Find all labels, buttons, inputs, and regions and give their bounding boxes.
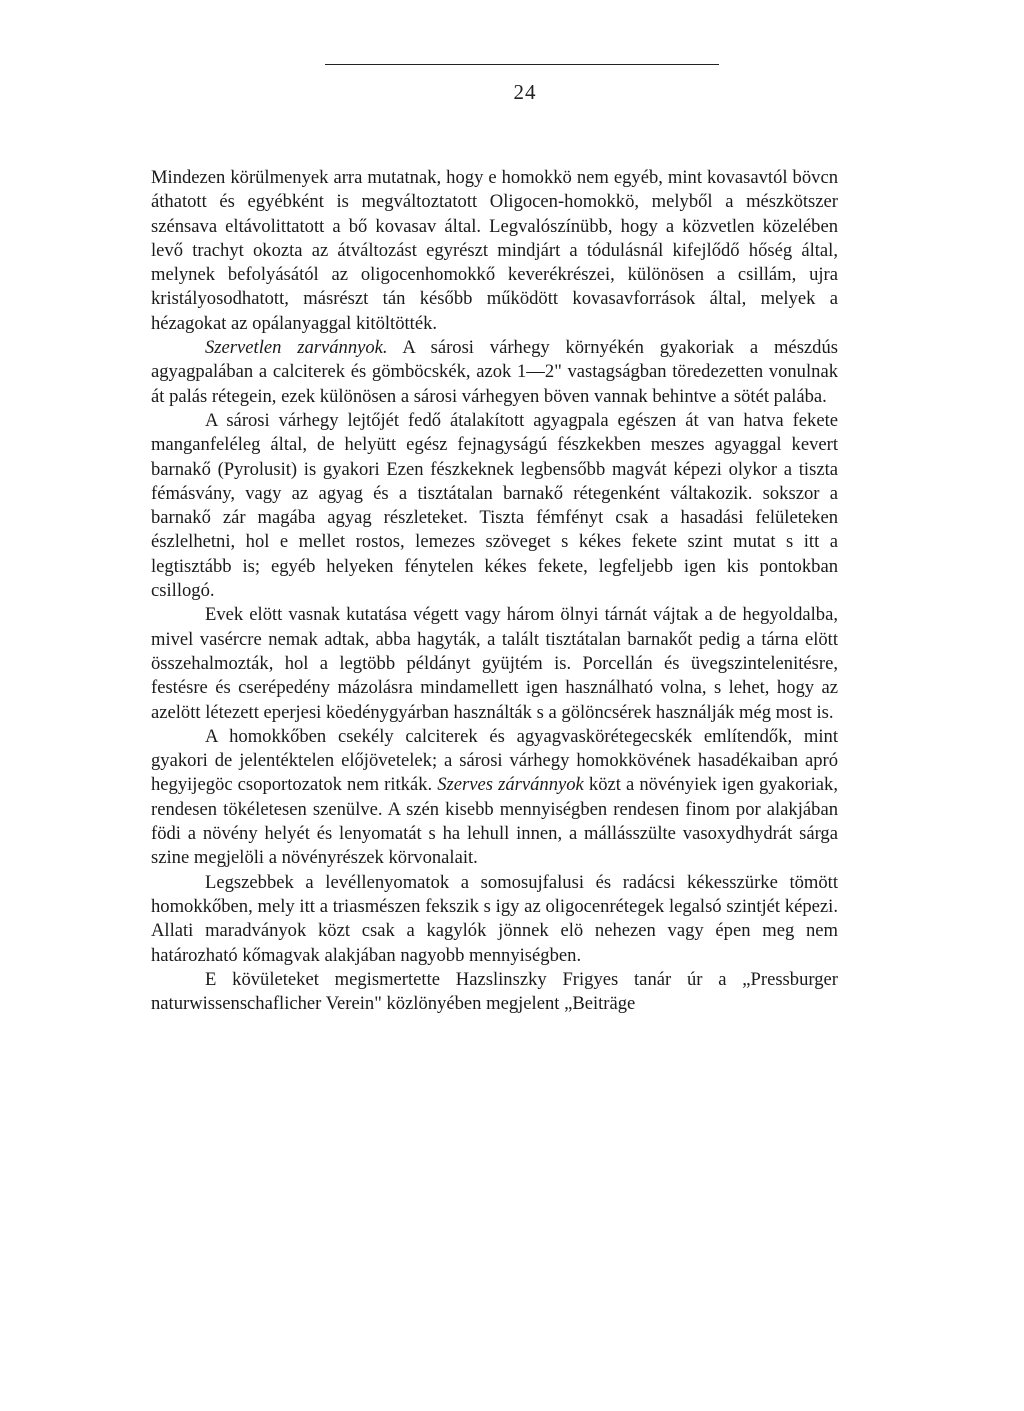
paragraph bbox=[151, 725, 838, 871]
paragraph bbox=[151, 603, 838, 724]
paragraph-text: Legszebbek a levéllenyomatok a somosujfalusi és radácsi kékesszürke tömött homokkőben, mely itt a triasmészen fekszik s igy az oligocenrétegek legalsó szintjét képezi. Allati maradványok közt csak a kagylók jönnek elö nehezen vagy épen meg nem határozható kőmagvak alakjában nagyobb mennyiségben. bbox=[151, 871, 838, 966]
paragraph-text: Mindezen körülmenyek arra mutatnak, hogy e homokkö nem egyéb, mint kovasavtól bövcn áthatott és egyébként is megváltoztatott Oligocen-homokkö, melyből a mészkötszer szénsava eltávolittatott a bő kovasav által. Legvalószínübb, hogy a közvetlen közelében levő trachyt okozta az átváltozást egyrészt mindjárt a tódulásnál kifejlődő hőség által, melynek befolyásától az oligocenhomokkő keverékrészei, különösen a csillám, ujra kristályosodhatott, másrészt tán később működött kovasavforrások által, melyek a hézagokat az opálanyaggal kitöltötték. bbox=[151, 167, 838, 334]
page-number: 24 bbox=[513, 80, 537, 104]
paragraph bbox=[151, 336, 838, 409]
header-rule bbox=[325, 64, 719, 65]
paragraph bbox=[151, 166, 838, 336]
paragraph bbox=[151, 409, 838, 603]
paragraph bbox=[151, 871, 838, 968]
paragraph-text: A homokkőben csekély calciterek és agyagvaskörétegecskék említendők, mint gyakori de jelentéktelen előjövetelek; a sárosi várhegy homokkövének hasadékaiban apró hegyijegöc csoportozatok nem ritkák. bbox=[151, 725, 838, 796]
italic-heading-text: Szervetlen zarvánnyok. bbox=[205, 337, 388, 359]
paragraph-text: E kövületeket megismertette Hazslinszky Frigyes tanár úr a „Pressburger naturwissenschaflicher Verein" közlönyében megjelent „Beiträge bbox=[151, 968, 838, 1015]
paragraph-text: közt a növényiek igen gyakoriak, rendesen tökéletesen szenülve. A szén kisebb mennyiségben rendesen finom por alakjában födi a növény helyét és lenyomatát s ha lehull innen, a mállásszülte vasoxydhydrát sárga szine megjelöli a növényrészek körvonalait. bbox=[151, 774, 838, 869]
body-text bbox=[151, 166, 838, 1016]
paragraph-text: A sárosi várhegy lejtőjét fedő átalakított agyagpala egészen át van hatva fekete manganfeléleg által, de helyütt egész fejnagyságú fészkekben meszes agyaggal kevert barnakő (Pyrolusit) is gyakori Ezen fészkeknek legbensőbb magvát képezi olykor a tiszta fémásvány, vagy az agyag és a tisztátalan barnakő rétegenként váltakozik. sokszor a barnakő zár magába agyag részleteket. Tiszta fémfényt csak a hasadási felületeken észlelhetni, hol e mellet rostos, lemezes szöveget s kékes fekete szint mutat s itt a legtisztább is; egyéb helyeken fénytelen kékes fekete, legfeljebb igen kis pontokban csillogó. bbox=[151, 409, 838, 602]
italic-heading-text: Szerves zárvánnyok bbox=[437, 774, 584, 796]
paragraph-text: A sárosi várhegy környékén gyakoriak a mészdús agyagpalában a calciterek és gömböcskék, azok 1—2" vastagságban töredezetten vonulnak át palás rétegein, ezek különösen a sárosi várhegyen böven vannak behintve a sötét palába. bbox=[151, 337, 839, 407]
paragraph bbox=[151, 968, 838, 1017]
paragraph-text: Evek elött vasnak kutatása végett vagy három ölnyi tárnát vájtak a de hegyoldalba, mivel vasércre nemak adtak, abba hagyták, a talált tisztátalan barnakőt pedig a tárna elött összehalmozták, hol a legtöbb példányt gyüjtém is. Porcellán és üvegszintelenitésre, festésre és cserépedény mázolásra mindamellett igen használható volna, s lehet, hogy az azelött létezett eperjesi köedénygyárban használták s a gölöncsérek használják még most is. bbox=[151, 604, 838, 723]
